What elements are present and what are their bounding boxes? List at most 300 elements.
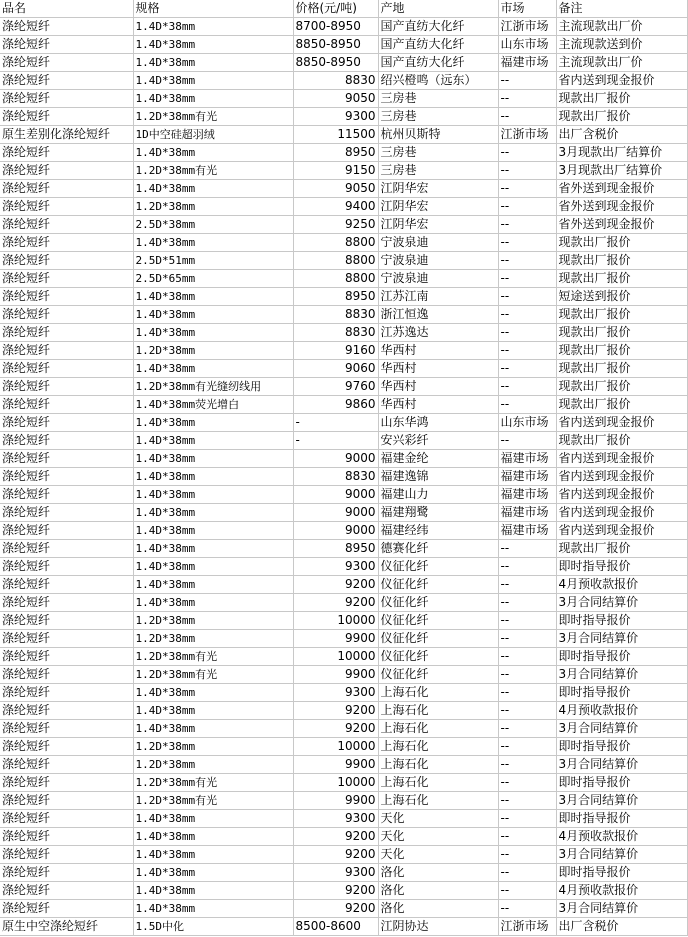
origin-cell[interactable]: 三房巷: [378, 108, 498, 126]
remark-cell[interactable]: 省外送到现金报价: [556, 198, 687, 216]
remark-cell[interactable]: 即时指导报价: [556, 738, 687, 756]
price-cell[interactable]: 9900: [293, 792, 378, 810]
origin-cell[interactable]: 浙江恒逸: [378, 306, 498, 324]
remark-cell[interactable]: 现款出厂报价: [556, 360, 687, 378]
remark-cell[interactable]: 短途送到报价: [556, 288, 687, 306]
remark-cell[interactable]: 省内送到现金报价: [556, 450, 687, 468]
price-cell[interactable]: 9060: [293, 360, 378, 378]
remark-cell[interactable]: 即时指导报价: [556, 864, 687, 882]
price-cell[interactable]: 9000: [293, 522, 378, 540]
origin-cell[interactable]: 天化: [378, 846, 498, 864]
remark-cell[interactable]: 现款出厂报价: [556, 108, 687, 126]
product-cell[interactable]: 涤纶短纤: [0, 378, 133, 396]
header-cell-market[interactable]: 市场: [498, 0, 556, 18]
price-cell[interactable]: 9300: [293, 684, 378, 702]
market-cell[interactable]: --: [498, 198, 556, 216]
product-cell[interactable]: 涤纶短纤: [0, 360, 133, 378]
market-cell[interactable]: --: [498, 828, 556, 846]
price-cell[interactable]: 8830: [293, 468, 378, 486]
spec-cell[interactable]: 1.2D*38mm有光: [133, 792, 293, 810]
product-cell[interactable]: 涤纶短纤: [0, 234, 133, 252]
remark-cell[interactable]: 3月合同结算价: [556, 630, 687, 648]
market-cell[interactable]: 福建市场: [498, 486, 556, 504]
header-cell-origin[interactable]: 产地: [378, 0, 498, 18]
spec-cell[interactable]: 1.4D*38mm: [133, 702, 293, 720]
price-cell[interactable]: 8950: [293, 288, 378, 306]
product-cell[interactable]: 涤纶短纤: [0, 288, 133, 306]
price-cell[interactable]: 8800: [293, 234, 378, 252]
origin-cell[interactable]: 福建经纬: [378, 522, 498, 540]
remark-cell[interactable]: 省内送到现金报价: [556, 414, 687, 432]
price-cell[interactable]: 9160: [293, 342, 378, 360]
price-cell[interactable]: 10000: [293, 648, 378, 666]
remark-cell[interactable]: 现款出厂报价: [556, 378, 687, 396]
origin-cell[interactable]: 上海石化: [378, 756, 498, 774]
remark-cell[interactable]: 4月预收款报价: [556, 828, 687, 846]
spec-cell[interactable]: 1.4D*38mm: [133, 324, 293, 342]
remark-cell[interactable]: 4月预收款报价: [556, 882, 687, 900]
spec-cell[interactable]: 1.4D*38mm: [133, 306, 293, 324]
market-cell[interactable]: --: [498, 576, 556, 594]
product-cell[interactable]: 涤纶短纤: [0, 54, 133, 72]
product-cell[interactable]: 涤纶短纤: [0, 576, 133, 594]
market-cell[interactable]: 福建市场: [498, 522, 556, 540]
origin-cell[interactable]: 仪征化纤: [378, 612, 498, 630]
spec-cell[interactable]: 1.2D*38mm有光: [133, 648, 293, 666]
remark-cell[interactable]: 3月合同结算价: [556, 666, 687, 684]
market-cell[interactable]: --: [498, 342, 556, 360]
product-cell[interactable]: 涤纶短纤: [0, 252, 133, 270]
origin-cell[interactable]: 杭州贝斯特: [378, 126, 498, 144]
product-cell[interactable]: 涤纶短纤: [0, 558, 133, 576]
market-cell[interactable]: --: [498, 396, 556, 414]
spec-cell[interactable]: 1.4D*38mm: [133, 234, 293, 252]
market-cell[interactable]: --: [498, 612, 556, 630]
spec-cell[interactable]: 1.4D*38mm: [133, 54, 293, 72]
origin-cell[interactable]: 华西村: [378, 342, 498, 360]
product-cell[interactable]: 涤纶短纤: [0, 342, 133, 360]
spec-cell[interactable]: 1.4D*38mm: [133, 144, 293, 162]
origin-cell[interactable]: 华西村: [378, 378, 498, 396]
product-cell[interactable]: 涤纶短纤: [0, 270, 133, 288]
remark-cell[interactable]: 即时指导报价: [556, 648, 687, 666]
remark-cell[interactable]: 3月合同结算价: [556, 594, 687, 612]
market-cell[interactable]: --: [498, 702, 556, 720]
price-cell[interactable]: 8700-8950: [293, 18, 378, 36]
remark-cell[interactable]: 省内送到现金报价: [556, 72, 687, 90]
origin-cell[interactable]: 上海石化: [378, 684, 498, 702]
origin-cell[interactable]: 上海石化: [378, 774, 498, 792]
remark-cell[interactable]: 现款出厂报价: [556, 342, 687, 360]
spec-cell[interactable]: 1.4D*38mm: [133, 882, 293, 900]
origin-cell[interactable]: 洛化: [378, 864, 498, 882]
spec-cell[interactable]: 1.4D*38mm: [133, 90, 293, 108]
origin-cell[interactable]: 宁波泉迪: [378, 252, 498, 270]
product-cell[interactable]: 涤纶短纤: [0, 162, 133, 180]
remark-cell[interactable]: 现款出厂报价: [556, 252, 687, 270]
origin-cell[interactable]: 德赛化纤: [378, 540, 498, 558]
market-cell[interactable]: --: [498, 162, 556, 180]
price-cell[interactable]: 9300: [293, 558, 378, 576]
header-cell-product[interactable]: 品名: [0, 0, 133, 18]
price-cell[interactable]: 9200: [293, 828, 378, 846]
remark-cell[interactable]: 现款出厂报价: [556, 324, 687, 342]
market-cell[interactable]: --: [498, 378, 556, 396]
product-cell[interactable]: 涤纶短纤: [0, 774, 133, 792]
product-cell[interactable]: 涤纶短纤: [0, 324, 133, 342]
spec-cell[interactable]: 1.2D*38mm有光缝纫线用: [133, 378, 293, 396]
price-cell[interactable]: 9200: [293, 882, 378, 900]
price-cell[interactable]: 9200: [293, 900, 378, 918]
market-cell[interactable]: --: [498, 216, 556, 234]
remark-cell[interactable]: 省内送到现金报价: [556, 486, 687, 504]
market-cell[interactable]: --: [498, 684, 556, 702]
market-cell[interactable]: --: [498, 72, 556, 90]
remark-cell[interactable]: 出厂含税价: [556, 918, 687, 936]
remark-cell[interactable]: 现款出厂报价: [556, 432, 687, 450]
product-cell[interactable]: 涤纶短纤: [0, 180, 133, 198]
market-cell[interactable]: --: [498, 324, 556, 342]
market-cell[interactable]: --: [498, 756, 556, 774]
remark-cell[interactable]: 3月现款出厂结算价: [556, 162, 687, 180]
spec-cell[interactable]: 1.4D*38mm: [133, 684, 293, 702]
product-cell[interactable]: 涤纶短纤: [0, 486, 133, 504]
price-cell[interactable]: -: [293, 432, 378, 450]
spec-cell[interactable]: 1.4D*38mm: [133, 468, 293, 486]
market-cell[interactable]: 福建市场: [498, 54, 556, 72]
market-cell[interactable]: --: [498, 666, 556, 684]
origin-cell[interactable]: 福建山力: [378, 486, 498, 504]
price-cell[interactable]: 10000: [293, 612, 378, 630]
origin-cell[interactable]: 国产直纺大化纤: [378, 54, 498, 72]
origin-cell[interactable]: 华西村: [378, 396, 498, 414]
price-cell[interactable]: 9000: [293, 450, 378, 468]
price-cell[interactable]: 9300: [293, 810, 378, 828]
market-cell[interactable]: --: [498, 432, 556, 450]
product-cell[interactable]: 涤纶短纤: [0, 306, 133, 324]
market-cell[interactable]: --: [498, 720, 556, 738]
price-cell[interactable]: 9150: [293, 162, 378, 180]
market-cell[interactable]: 江浙市场: [498, 126, 556, 144]
product-cell[interactable]: 涤纶短纤: [0, 666, 133, 684]
product-cell[interactable]: 涤纶短纤: [0, 414, 133, 432]
price-cell[interactable]: 9250: [293, 216, 378, 234]
market-cell[interactable]: --: [498, 900, 556, 918]
price-cell[interactable]: 9900: [293, 666, 378, 684]
origin-cell[interactable]: 三房巷: [378, 162, 498, 180]
remark-cell[interactable]: 现款出厂报价: [556, 234, 687, 252]
product-cell[interactable]: 涤纶短纤: [0, 810, 133, 828]
market-cell[interactable]: --: [498, 180, 556, 198]
price-cell[interactable]: 8830: [293, 72, 378, 90]
market-cell[interactable]: --: [498, 558, 556, 576]
product-cell[interactable]: 涤纶短纤: [0, 630, 133, 648]
product-cell[interactable]: 涤纶短纤: [0, 450, 133, 468]
market-cell[interactable]: --: [498, 540, 556, 558]
spec-cell[interactable]: 1.4D*38mm: [133, 180, 293, 198]
remark-cell[interactable]: 现款出厂报价: [556, 306, 687, 324]
product-cell[interactable]: 涤纶短纤: [0, 846, 133, 864]
remark-cell[interactable]: 3月合同结算价: [556, 720, 687, 738]
price-cell[interactable]: 9200: [293, 576, 378, 594]
origin-cell[interactable]: 江阴华宏: [378, 198, 498, 216]
product-cell[interactable]: 涤纶短纤: [0, 36, 133, 54]
remark-cell[interactable]: 主流现款出厂价: [556, 18, 687, 36]
price-cell[interactable]: 8800: [293, 270, 378, 288]
market-cell[interactable]: 山东市场: [498, 414, 556, 432]
product-cell[interactable]: 涤纶短纤: [0, 702, 133, 720]
remark-cell[interactable]: 3月合同结算价: [556, 900, 687, 918]
header-cell-spec[interactable]: 规格: [133, 0, 293, 18]
price-cell[interactable]: 10000: [293, 738, 378, 756]
product-cell[interactable]: 涤纶短纤: [0, 900, 133, 918]
price-cell[interactable]: 11500: [293, 126, 378, 144]
price-cell[interactable]: 8950: [293, 144, 378, 162]
origin-cell[interactable]: 天化: [378, 810, 498, 828]
spec-cell[interactable]: 1.2D*38mm: [133, 198, 293, 216]
product-cell[interactable]: 涤纶短纤: [0, 72, 133, 90]
origin-cell[interactable]: 天化: [378, 828, 498, 846]
spec-cell[interactable]: 1.4D*38mm: [133, 864, 293, 882]
price-cell[interactable]: 9900: [293, 630, 378, 648]
spec-cell[interactable]: 1.4D*38mm荧光增白: [133, 396, 293, 414]
origin-cell[interactable]: 江阴华宏: [378, 180, 498, 198]
spec-cell[interactable]: 1.2D*38mm: [133, 630, 293, 648]
market-cell[interactable]: --: [498, 846, 556, 864]
remark-cell[interactable]: 即时指导报价: [556, 612, 687, 630]
origin-cell[interactable]: 仪征化纤: [378, 594, 498, 612]
market-cell[interactable]: --: [498, 252, 556, 270]
market-cell[interactable]: --: [498, 360, 556, 378]
origin-cell[interactable]: 上海石化: [378, 702, 498, 720]
remark-cell[interactable]: 省外送到现金报价: [556, 180, 687, 198]
origin-cell[interactable]: 宁波泉迪: [378, 234, 498, 252]
remark-cell[interactable]: 即时指导报价: [556, 774, 687, 792]
remark-cell[interactable]: 4月预收款报价: [556, 702, 687, 720]
origin-cell[interactable]: 福建翔鹭: [378, 504, 498, 522]
spec-cell[interactable]: 1.4D*38mm: [133, 450, 293, 468]
product-cell[interactable]: 涤纶短纤: [0, 144, 133, 162]
remark-cell[interactable]: 现款出厂报价: [556, 270, 687, 288]
spec-cell[interactable]: 2.5D*65mm: [133, 270, 293, 288]
market-cell[interactable]: --: [498, 270, 556, 288]
market-cell[interactable]: --: [498, 738, 556, 756]
origin-cell[interactable]: 安兴彩纤: [378, 432, 498, 450]
spec-cell[interactable]: 1.4D*38mm: [133, 72, 293, 90]
price-cell[interactable]: 9900: [293, 756, 378, 774]
spec-cell[interactable]: 2.5D*38mm: [133, 216, 293, 234]
product-cell[interactable]: 涤纶短纤: [0, 198, 133, 216]
spec-cell[interactable]: 1.4D*38mm: [133, 900, 293, 918]
product-cell[interactable]: 涤纶短纤: [0, 468, 133, 486]
remark-cell[interactable]: 主流现款出厂价: [556, 54, 687, 72]
header-cell-price[interactable]: 价格(元/吨): [293, 0, 378, 18]
spec-cell[interactable]: 1.2D*38mm有光: [133, 162, 293, 180]
product-cell[interactable]: 涤纶短纤: [0, 648, 133, 666]
origin-cell[interactable]: 国产直纺大化纤: [378, 36, 498, 54]
product-cell[interactable]: 涤纶短纤: [0, 540, 133, 558]
spec-cell[interactable]: 1.4D*38mm: [133, 594, 293, 612]
product-cell[interactable]: 涤纶短纤: [0, 594, 133, 612]
price-cell[interactable]: 9300: [293, 108, 378, 126]
remark-cell[interactable]: 省内送到现金报价: [556, 468, 687, 486]
price-cell[interactable]: 9200: [293, 846, 378, 864]
market-cell[interactable]: --: [498, 306, 556, 324]
spec-cell[interactable]: 1D中空硅超羽绒: [133, 126, 293, 144]
origin-cell[interactable]: 福建金纶: [378, 450, 498, 468]
price-cell[interactable]: 9760: [293, 378, 378, 396]
price-cell[interactable]: 8850-8950: [293, 54, 378, 72]
remark-cell[interactable]: 即时指导报价: [556, 810, 687, 828]
origin-cell[interactable]: 华西村: [378, 360, 498, 378]
remark-cell[interactable]: 主流现款送到价: [556, 36, 687, 54]
market-cell[interactable]: --: [498, 144, 556, 162]
remark-cell[interactable]: 省内送到现金报价: [556, 522, 687, 540]
spec-cell[interactable]: 1.4D*38mm: [133, 540, 293, 558]
origin-cell[interactable]: 仪征化纤: [378, 576, 498, 594]
spec-cell[interactable]: 2.5D*51mm: [133, 252, 293, 270]
spec-cell[interactable]: 1.2D*38mm有光: [133, 774, 293, 792]
product-cell[interactable]: 涤纶短纤: [0, 828, 133, 846]
origin-cell[interactable]: 上海石化: [378, 738, 498, 756]
spec-cell[interactable]: 1.4D*38mm: [133, 288, 293, 306]
price-cell[interactable]: 9200: [293, 702, 378, 720]
spec-cell[interactable]: 1.2D*38mm: [133, 342, 293, 360]
spec-cell[interactable]: 1.4D*38mm: [133, 18, 293, 36]
header-cell-remark[interactable]: 备注: [556, 0, 687, 18]
price-cell[interactable]: 8850-8950: [293, 36, 378, 54]
price-cell[interactable]: 9050: [293, 180, 378, 198]
remark-cell[interactable]: 即时指导报价: [556, 558, 687, 576]
origin-cell[interactable]: 上海石化: [378, 792, 498, 810]
remark-cell[interactable]: 现款出厂报价: [556, 90, 687, 108]
origin-cell[interactable]: 三房巷: [378, 144, 498, 162]
origin-cell[interactable]: 福建逸锦: [378, 468, 498, 486]
remark-cell[interactable]: 即时指导报价: [556, 684, 687, 702]
spec-cell[interactable]: 1.2D*38mm: [133, 738, 293, 756]
market-cell[interactable]: --: [498, 108, 556, 126]
remark-cell[interactable]: 3月合同结算价: [556, 846, 687, 864]
product-cell[interactable]: 涤纶短纤: [0, 882, 133, 900]
product-cell[interactable]: 涤纶短纤: [0, 864, 133, 882]
remark-cell[interactable]: 3月现款出厂结算价: [556, 144, 687, 162]
origin-cell[interactable]: 江苏江南: [378, 288, 498, 306]
origin-cell[interactable]: 仪征化纤: [378, 648, 498, 666]
origin-cell[interactable]: 宁波泉迪: [378, 270, 498, 288]
product-cell[interactable]: 涤纶短纤: [0, 792, 133, 810]
spec-cell[interactable]: 1.5D中化: [133, 918, 293, 936]
market-cell[interactable]: --: [498, 90, 556, 108]
origin-cell[interactable]: 绍兴橙鸣（远东）: [378, 72, 498, 90]
remark-cell[interactable]: 4月预收款报价: [556, 576, 687, 594]
market-cell[interactable]: 江浙市场: [498, 918, 556, 936]
origin-cell[interactable]: 江阴协达: [378, 918, 498, 936]
market-cell[interactable]: 福建市场: [498, 468, 556, 486]
product-cell[interactable]: 涤纶短纤: [0, 522, 133, 540]
price-cell[interactable]: 9400: [293, 198, 378, 216]
market-cell[interactable]: 江浙市场: [498, 18, 556, 36]
product-cell[interactable]: 涤纶短纤: [0, 108, 133, 126]
market-cell[interactable]: 福建市场: [498, 450, 556, 468]
spec-cell[interactable]: 1.4D*38mm: [133, 720, 293, 738]
product-cell[interactable]: 涤纶短纤: [0, 504, 133, 522]
origin-cell[interactable]: 三房巷: [378, 90, 498, 108]
product-cell[interactable]: 涤纶短纤: [0, 720, 133, 738]
spec-cell[interactable]: 1.4D*38mm: [133, 828, 293, 846]
price-cell[interactable]: 8500-8600: [293, 918, 378, 936]
origin-cell[interactable]: 洛化: [378, 900, 498, 918]
price-cell[interactable]: 9300: [293, 864, 378, 882]
product-cell[interactable]: 涤纶短纤: [0, 684, 133, 702]
spec-cell[interactable]: 1.4D*38mm: [133, 360, 293, 378]
market-cell[interactable]: --: [498, 864, 556, 882]
spec-cell[interactable]: 1.2D*38mm有光: [133, 108, 293, 126]
market-cell[interactable]: --: [498, 594, 556, 612]
product-cell[interactable]: 原生差别化涤纶短纤: [0, 126, 133, 144]
spec-cell[interactable]: 1.4D*38mm: [133, 432, 293, 450]
price-cell[interactable]: 8800: [293, 252, 378, 270]
market-cell[interactable]: 福建市场: [498, 504, 556, 522]
product-cell[interactable]: 涤纶短纤: [0, 90, 133, 108]
origin-cell[interactable]: 上海石化: [378, 720, 498, 738]
market-cell[interactable]: --: [498, 882, 556, 900]
product-cell[interactable]: 涤纶短纤: [0, 612, 133, 630]
remark-cell[interactable]: 现款出厂报价: [556, 396, 687, 414]
product-cell[interactable]: 涤纶短纤: [0, 756, 133, 774]
product-cell[interactable]: 涤纶短纤: [0, 216, 133, 234]
price-cell[interactable]: 9000: [293, 486, 378, 504]
remark-cell[interactable]: 3月合同结算价: [556, 792, 687, 810]
origin-cell[interactable]: 仪征化纤: [378, 666, 498, 684]
remark-cell[interactable]: 省外送到现金报价: [556, 216, 687, 234]
price-cell[interactable]: 8950: [293, 540, 378, 558]
spec-cell[interactable]: 1.4D*38mm: [133, 558, 293, 576]
price-cell[interactable]: 9050: [293, 90, 378, 108]
market-cell[interactable]: --: [498, 810, 556, 828]
spec-cell[interactable]: 1.4D*38mm: [133, 414, 293, 432]
spec-cell[interactable]: 1.4D*38mm: [133, 504, 293, 522]
remark-cell[interactable]: 出厂含税价: [556, 126, 687, 144]
price-cell[interactable]: 9200: [293, 594, 378, 612]
market-cell[interactable]: --: [498, 288, 556, 306]
spec-cell[interactable]: 1.4D*38mm: [133, 486, 293, 504]
remark-cell[interactable]: 3月合同结算价: [556, 756, 687, 774]
remark-cell[interactable]: 现款出厂报价: [556, 540, 687, 558]
market-cell[interactable]: --: [498, 792, 556, 810]
price-cell[interactable]: 10000: [293, 774, 378, 792]
price-cell[interactable]: 8830: [293, 324, 378, 342]
price-cell[interactable]: 9200: [293, 720, 378, 738]
product-cell[interactable]: 涤纶短纤: [0, 18, 133, 36]
market-cell[interactable]: 山东市场: [498, 36, 556, 54]
origin-cell[interactable]: 仪征化纤: [378, 558, 498, 576]
product-cell[interactable]: 涤纶短纤: [0, 738, 133, 756]
spec-cell[interactable]: 1.4D*38mm: [133, 810, 293, 828]
spec-cell[interactable]: 1.2D*38mm有光: [133, 666, 293, 684]
product-cell[interactable]: 原生中空涤纶短纤: [0, 918, 133, 936]
market-cell[interactable]: --: [498, 648, 556, 666]
origin-cell[interactable]: 江苏逸达: [378, 324, 498, 342]
price-cell[interactable]: 9000: [293, 504, 378, 522]
spec-cell[interactable]: 1.4D*38mm: [133, 576, 293, 594]
price-cell[interactable]: 8830: [293, 306, 378, 324]
product-cell[interactable]: 涤纶短纤: [0, 432, 133, 450]
market-cell[interactable]: --: [498, 774, 556, 792]
price-cell[interactable]: 9860: [293, 396, 378, 414]
spec-cell[interactable]: 1.4D*38mm: [133, 36, 293, 54]
origin-cell[interactable]: 洛化: [378, 882, 498, 900]
product-cell[interactable]: 涤纶短纤: [0, 396, 133, 414]
